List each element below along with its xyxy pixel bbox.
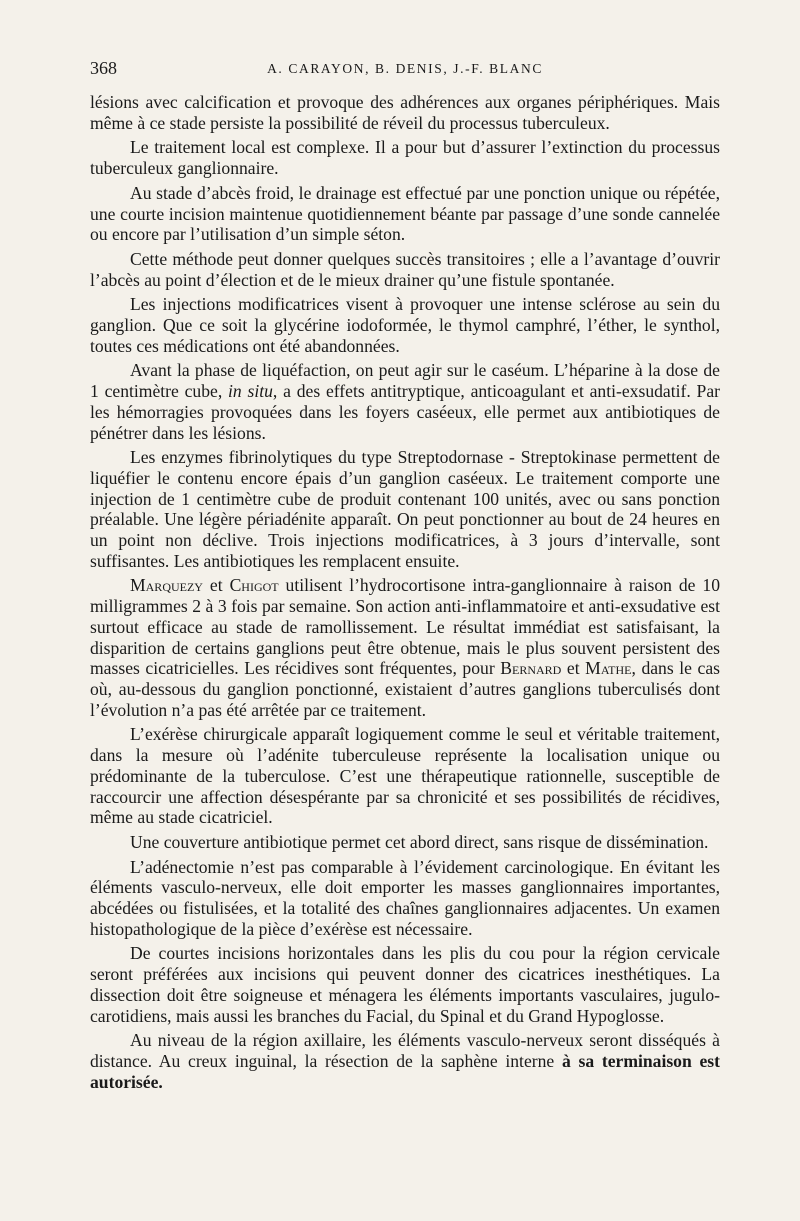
text-run: et xyxy=(561,658,586,679)
paragraph xyxy=(90,447,720,571)
author-name: Chigot xyxy=(229,575,279,596)
text-run: Cette méthode peut donner quelques succès transitoires ; elle a l’avantage d’ouvrir l’abcès au point d’élection et de le mieux drainer qu’une fistule spontanée. xyxy=(90,248,720,290)
text-run: L’exérèse chirurgicale apparaît logiquement comme le seul et véritable traitement, dans la mesure où l’adénite tuberculeuse représente la localisation unique ou prédominante de la tuberculose. C’est une thérapeutique rationnelle, susceptible de raccourcir une affection désespérante par sa chronicité et ses possibilités de récidives, même au stade cicatriciel. xyxy=(90,724,720,828)
paragraph xyxy=(90,92,720,133)
paragraph xyxy=(90,1030,720,1092)
running-head: A. CARAYON, B. DENIS, J.-F. BLANC xyxy=(267,61,543,76)
text-run: Au niveau de la région axillaire, les éléments vasculo-nerveux seront disséqués à distance. Au creux inguinal, la résection de la saphène interne xyxy=(90,1030,720,1071)
text-run: utilisent l’hydrocortisone intra-ganglionnaire à raison de 10 milligrammes 2 à 3 fois par semaine. Son action anti-inflammatoire et anti-exsudative est surtout efficace au stade de ramollissement. Le résultat immédiat est satisfaisant, la disparition de certains ganglions peut être obtenue, mais le plus souvent persistent des masses cicatricielles. Les récidives sont fréquentes, pour xyxy=(90,575,720,679)
text-run: et xyxy=(202,575,230,596)
paragraph xyxy=(90,832,720,853)
text-run: Au stade d’abcès froid, le drainage est effectué par une ponction unique ou répétée, une courte incision maintenue quotidiennement béante par passage d’une sonde cannelée ou encore par l’utilisation d’un simple séton. xyxy=(90,182,720,245)
text-run: Les enzymes fibrinolytiques du type Streptodornase - Streptokinase permettent de liquéfier le contenu encore épais d’un ganglion caséeux. Le traitement comporte une injection de 1 centimètre cube de produit contenant 100 unités, avec ou sans ponction préalable. Une légère périadénite apparaît. On peut ponctionner au bout de 24 heures en un point non déclive. Trois injections modificatrices, à 3 jours d’intervalle, sont suffisantes. Les antibiotiques les remplacent ensuite. xyxy=(90,447,720,571)
text-run: De courtes incisions horizontales dans les plis du cou pour la région cervicale seront préférées aux incisions qui peuvent donner des cicatrices inesthétiques. La dissection doit être soigneuse et ménagera les éléments importants vasculaires, jugulo-carotidiens, mais aussi les branches du Facial, du Spinal et du Grand Hypoglosse. xyxy=(90,943,720,1026)
paragraph xyxy=(90,857,720,940)
author-name: Marquezy xyxy=(130,575,203,596)
paragraph xyxy=(90,249,720,290)
paragraph xyxy=(90,137,720,178)
bold-text: à sa terminaison est autorisée. xyxy=(90,1050,720,1092)
text-run: Une couverture antibiotique permet cet abord direct, sans risque de dissémination. xyxy=(130,831,709,852)
page-number: 368 xyxy=(90,58,117,78)
text-run: Le traitement local est complexe. Il a pour but d’assurer l’extinction du processus tuberculeux ganglionnaire. xyxy=(90,137,720,179)
text-run: Avant la phase de liquéfaction, on peut agir sur le caséum. L’héparine à la dose de 1 centimètre cube, xyxy=(90,360,720,402)
paragraph xyxy=(90,360,720,443)
text-run: , a des effets antitryptique, anticoagulant et anti-exsudatif. Par les hémorragies provoquées dans les foyers caséeux, elle permet aux antibiotiques de pénétrer dans les lésions. xyxy=(90,381,720,443)
paragraph xyxy=(90,294,720,356)
author-name: Bernard xyxy=(500,658,562,679)
italic-text: in situ xyxy=(228,381,273,402)
text-run: L’adénectomie n’est pas comparable à l’évidement carcinologique. En évitant les éléments vasculo-nerveux, elle doit emporter les masses ganglionnaires importantes, abcédées ou fistulisées, et la totalité des chaînes ganglionnaires adjacentes. Un examen histopathologique de la pièce d’exérèse est nécessaire. xyxy=(90,856,720,939)
page-header xyxy=(90,58,720,86)
text-run: Les injections modificatrices visent à provoquer une intense sclérose au sein du ganglion. Que ce soit la glycérine iodoformée, le thymol camphré, l’éther, le synthol, toutes ces médications ont été abandonnées. xyxy=(90,294,720,356)
author-name: Mathe xyxy=(585,658,632,679)
article-body xyxy=(90,92,720,1092)
document-page xyxy=(90,58,720,1096)
paragraph xyxy=(90,724,720,828)
paragraph xyxy=(90,943,720,1026)
paragraph xyxy=(90,575,720,720)
paragraph xyxy=(90,183,720,245)
text-run: lésions avec calcification et provoque des adhérences aux organes périphériques. Mais même à ce stade persiste la possibilité de réveil du processus tuberculeux. xyxy=(90,92,720,133)
text-run: , dans le cas où, au-dessous du ganglion ponctionné, existaient d’autres ganglions tuberculisés dont l’évolution n’a pas été arrêtée par ce traitement. xyxy=(90,658,720,720)
